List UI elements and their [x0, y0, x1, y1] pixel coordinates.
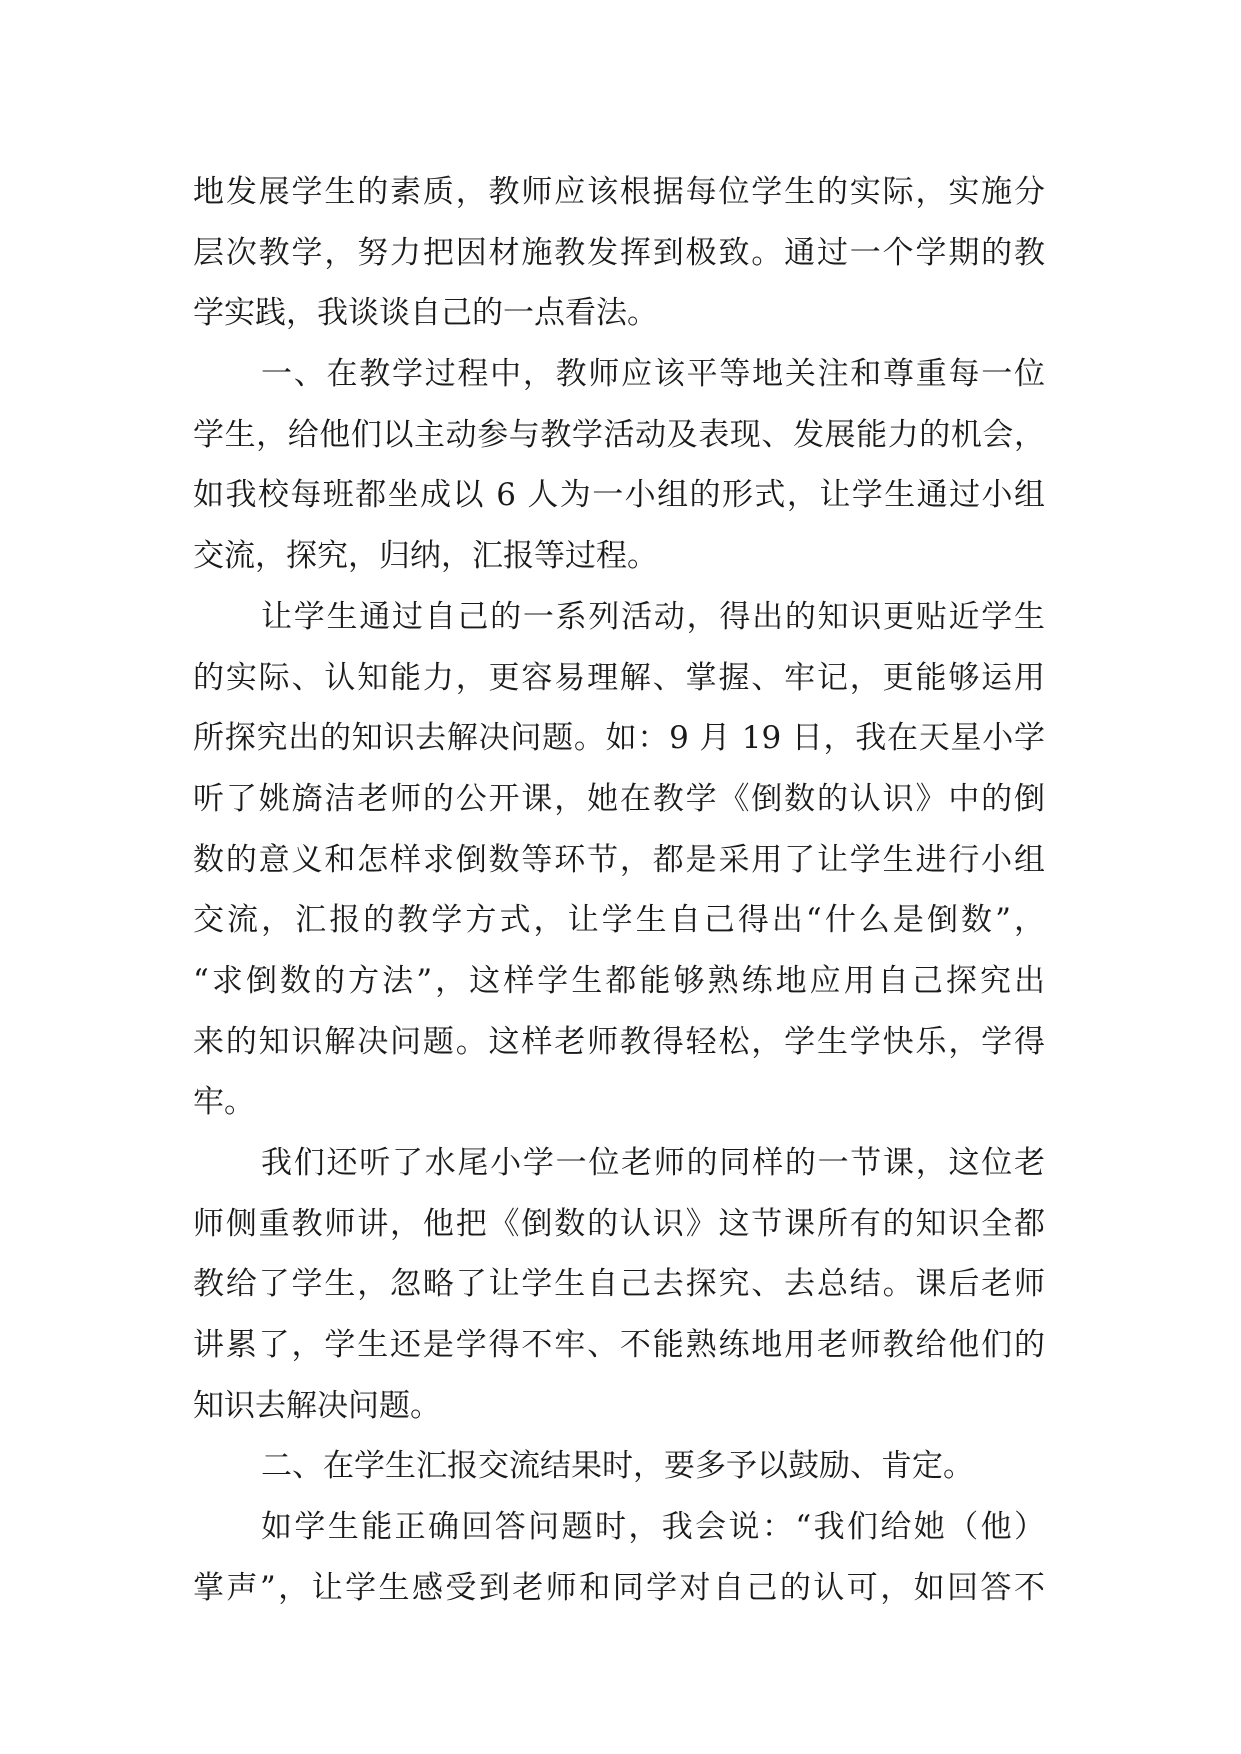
- text-line: 学生，给他们以主动参与教学活动及表现、发展能力的机会，: [193, 416, 1045, 453]
- text-line: 的实际、认知能力，更容易理解、掌握、牢记，更能够运用: [193, 659, 1045, 696]
- text-line: 我们还听了水尾小学一位老师的同样的一节课，这位老: [261, 1145, 1045, 1181]
- text-line: 教给了学生，忽略了让学生自己去探究、去总结。课后老师: [193, 1266, 1045, 1303]
- text-line: 二、在学生汇报交流结果时，要多予以鼓励、肯定。: [261, 1448, 974, 1485]
- text-line: 听了姚旖洁老师的公开课，她在教学《倒数的认识》中的倒: [193, 780, 1045, 817]
- text-line: 牢。: [193, 1084, 255, 1121]
- text-line: 数的意义和怎样求倒数等环节，都是采用了让学生进行小组: [193, 841, 1045, 878]
- text-line: 讲累了，学生还是学得不牢、不能熟练地用老师教给他们的: [193, 1327, 1045, 1364]
- text-line: 地发展学生的素质，教师应该根据每位学生的实际，实施分: [193, 174, 1045, 210]
- text-line: 掌声”，让学生感受到老师和同学对自己的认可，如回答不: [193, 1569, 1045, 1606]
- text-line: 所探究出的知识去解决问题。如：9 月 19 日，我在天星小学: [193, 720, 1045, 757]
- text-line: 层次教学，努力把因材施教发挥到极致。通过一个学期的教: [193, 234, 1045, 271]
- text-line: 师侧重教师讲，他把《倒数的认识》这节课所有的知识全都: [193, 1205, 1045, 1242]
- body-text: [193, 162, 1045, 1619]
- text-line: “求倒数的方法”，这样学生都能够熟练地应用自己探究出: [193, 962, 1045, 999]
- text-line: 一、在教学过程中，教师应该平等地关注和尊重每一位: [261, 356, 1045, 393]
- text-line: 让学生通过自己的一系列活动，得出的知识更贴近学生: [261, 598, 1045, 635]
- text-line: 交流，汇报的教学方式，让学生自己得出“什么是倒数”，: [193, 902, 1045, 939]
- text-line: 如我校每班都坐成以 6 人为一小组的形式，让学生通过小组: [193, 477, 1045, 514]
- text-line: 知识去解决问题。: [193, 1387, 441, 1424]
- text-line: 来的知识解决问题。这样老师教得轻松，学生学快乐，学得: [193, 1023, 1045, 1060]
- text-line: 交流，探究，归纳，汇报等过程。: [193, 538, 658, 575]
- text-line: 如学生能正确回答问题时，我会说：“我们给她（他）: [261, 1509, 1045, 1546]
- text-line: 学实践，我谈谈自己的一点看法。: [193, 295, 658, 332]
